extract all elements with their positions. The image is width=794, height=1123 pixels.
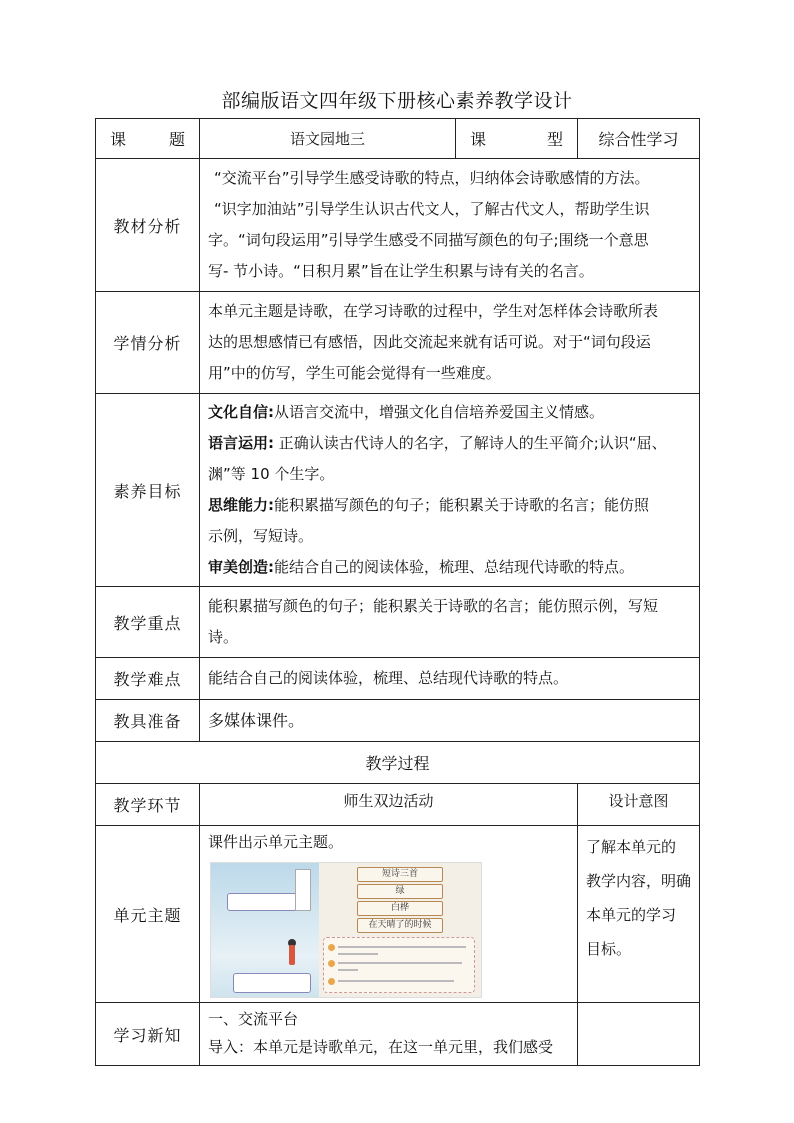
- difficulties-label: 教学难点: [96, 658, 200, 700]
- slide-title-box: 白桦: [357, 901, 443, 916]
- intent-line: 本单元的学习: [586, 906, 677, 924]
- objective-head: 思维能力:: [208, 496, 274, 514]
- text-line: [338, 962, 462, 964]
- new-knowledge-line: 导入：本单元是诗歌单元，在这一单元里，我们感受: [208, 1038, 554, 1056]
- material-content: [200, 159, 700, 292]
- col-stage: 教学环节: [96, 784, 200, 826]
- text-line: [338, 980, 454, 982]
- material-line: “识字加油站”引导学生认识古代文人，了解古代文人，帮助学生识: [214, 200, 650, 218]
- new-knowledge-label: 学习新知: [96, 1003, 200, 1066]
- new-knowledge-intent: [578, 1003, 700, 1066]
- objective-aesthetic: [208, 552, 693, 583]
- bullet-icon: [328, 978, 335, 985]
- objective-thinking: [208, 490, 693, 521]
- keypoints-line: 诗。: [208, 628, 239, 646]
- unit-theme-row: [96, 826, 700, 1003]
- objective-head: 语言运用:: [208, 434, 274, 452]
- objectives-row: [96, 394, 700, 587]
- tools-row: [96, 700, 700, 742]
- objective-head: 审美创造:: [208, 558, 274, 576]
- slide-note-box: [233, 973, 311, 993]
- objective-head: 文化自信:: [208, 403, 274, 421]
- tools-label: 教具准备: [96, 700, 200, 742]
- col-intent: 设计意图: [578, 784, 700, 826]
- new-knowledge-line: 一、交流平台: [208, 1010, 299, 1028]
- objective-language-cont: 渊”等 10 个生字。: [208, 465, 335, 483]
- topic-label: 课 题: [96, 119, 200, 159]
- keypoints-content: [200, 587, 700, 658]
- process-heading-row: [96, 742, 700, 784]
- slide-title-box: 短诗三首: [357, 867, 443, 882]
- type-label: 课 型: [456, 119, 578, 159]
- new-knowledge-row: [96, 1003, 700, 1066]
- learner-content: [200, 292, 700, 394]
- unit-theme-label: 单元主题: [96, 826, 200, 1003]
- type-value: 综合性学习: [578, 119, 700, 159]
- objective-text: 正确认读古代诗人的名字，了解诗人的生平简介;认识“屈、: [278, 434, 667, 452]
- objective-language: [208, 428, 693, 459]
- unit-slide-image: [210, 862, 482, 998]
- process-columns-row: [96, 784, 700, 826]
- slide-goals-panel: [323, 937, 475, 993]
- tools-content: 多媒体课件。: [200, 700, 700, 742]
- unit-theme-intent: [578, 826, 700, 1003]
- slide-girl-figure: [289, 945, 295, 965]
- header-row: [96, 119, 700, 159]
- objective-text: 从语言交流中，增强文化自信培养爱国主义情感。: [274, 403, 605, 421]
- objectives-label: 素养目标: [96, 394, 200, 587]
- keypoints-row: [96, 587, 700, 658]
- material-line: “交流平台”引导学生感受诗歌的特点，归纳体会诗歌感情的方法。: [214, 169, 650, 187]
- learner-line: 用”中的仿写，学生可能会觉得有一些难度。: [208, 364, 501, 382]
- keypoints-label: 教学重点: [96, 587, 200, 658]
- objective-text: 能结合自己的阅读体验，梳理、总结现代诗歌的特点。: [274, 558, 635, 576]
- material-line: 写- 节小诗。“日积月累”旨在让学生积累与诗有关的名言。: [208, 262, 594, 280]
- material-label: 教材分析: [96, 159, 200, 292]
- lesson-plan-table: [95, 118, 700, 1066]
- difficulties-content: 能结合自己的阅读体验，梳理、总结现代诗歌的特点。: [200, 658, 700, 700]
- objective-thinking-cont: 示例，写短诗。: [208, 527, 314, 545]
- text-line: [338, 946, 466, 948]
- objective-culture: [208, 397, 693, 428]
- topic-value: 语文园地三: [200, 119, 456, 159]
- keypoints-line: 能积累描写颜色的句子；能积累关于诗歌的名言；能仿照示例，写短: [208, 597, 659, 615]
- learner-line: 达的思想感情已有感悟，因此交流起来就有话可说。对于“词句段运: [208, 333, 651, 351]
- bullet-icon: [328, 960, 335, 967]
- material-line: 字。“词句段运用”引导学生感受不同描写颜色的句子;围绕一个意思: [208, 231, 649, 249]
- slide-title-box: 绿: [357, 884, 443, 899]
- text-line: [338, 953, 378, 955]
- process-heading: 教学过程: [96, 742, 700, 784]
- intent-line: 教学内容，明确: [586, 872, 692, 890]
- bullet-icon: [328, 944, 335, 951]
- objective-text: 能积累描写颜色的句子；能积累关于诗歌的名言；能仿照: [274, 496, 650, 514]
- material-row: [96, 159, 700, 292]
- slide-note-box: [227, 893, 299, 911]
- document-title: 部编版语文四年级下册核心素养教学设计: [221, 90, 573, 112]
- unit-theme-text: 课件出示单元主题。: [208, 833, 344, 851]
- objectives-content: [200, 394, 700, 587]
- difficulties-row: [96, 658, 700, 700]
- learner-label: 学情分析: [96, 292, 200, 394]
- learner-line: 本单元主题是诗歌，在学习诗歌的过程中，学生对怎样体会诗歌所表: [208, 302, 659, 320]
- new-knowledge-activity: [200, 1003, 578, 1066]
- learner-row: [96, 292, 700, 394]
- col-activity: 师生双边活动: [200, 784, 578, 826]
- intent-line: 了解本单元的: [586, 838, 677, 856]
- slide-unit-tag: [295, 869, 311, 911]
- text-line: [338, 969, 358, 971]
- slide-title-box: 在天晴了的时候: [357, 918, 443, 933]
- intent-line: 目标。: [586, 940, 632, 958]
- unit-theme-activity: [200, 826, 578, 1003]
